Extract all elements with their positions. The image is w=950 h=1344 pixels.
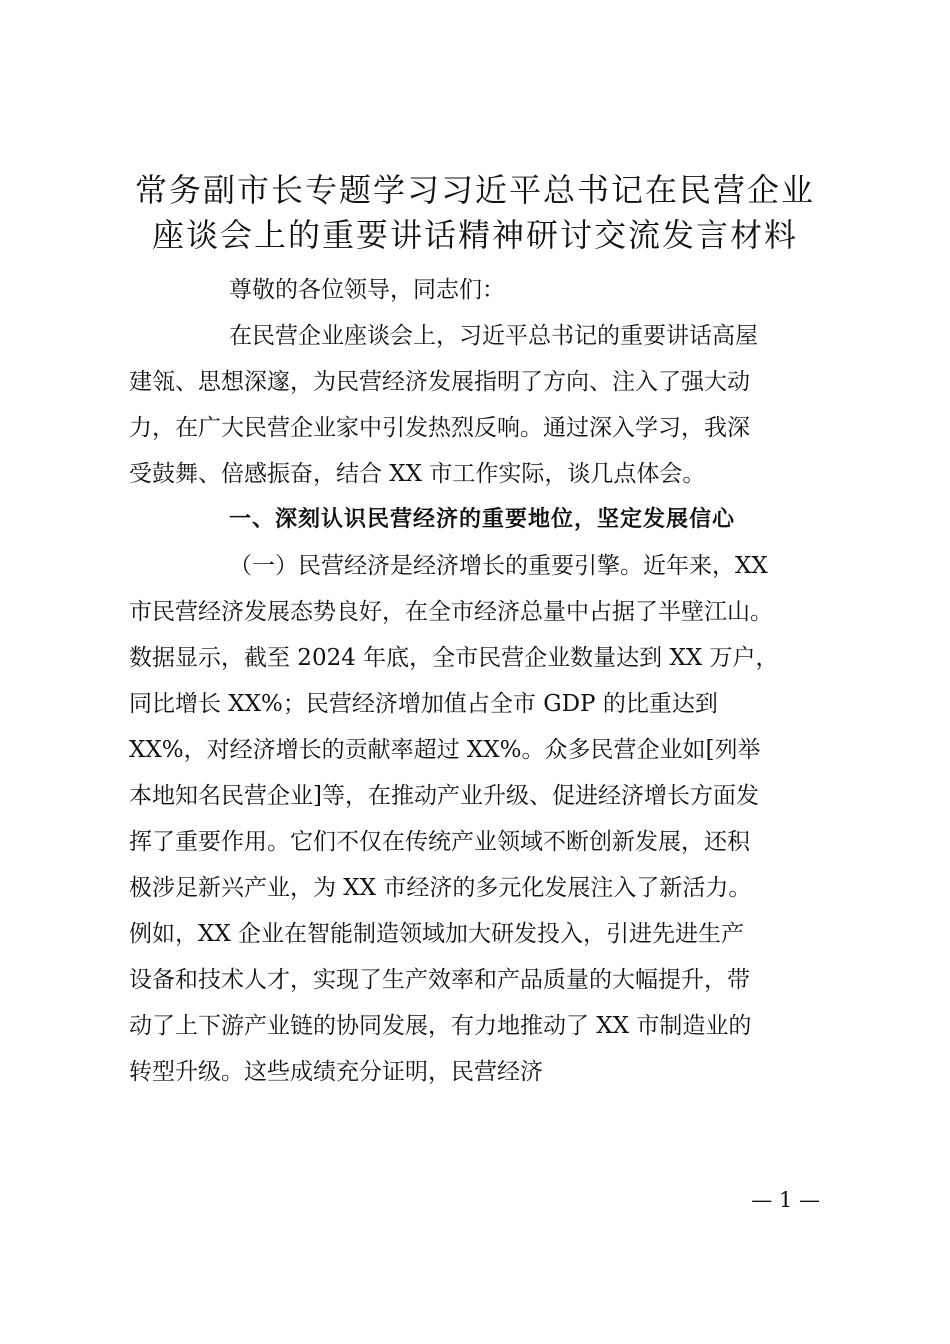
section-heading: 一、深刻认识民营经济的重要地位，坚定发展信心 (229, 507, 736, 532)
paragraph-line: 例如，XX 企业在智能制造领域加大研发投入，引进先进生产 (129, 921, 745, 947)
paragraph-line: 在民营企业座谈会上，习近平总书记的重要讲话高屋 (229, 323, 758, 349)
salutation: 尊敬的各位领导，同志们： (229, 277, 505, 303)
paragraph-line: 市民营经济发展态势良好，在全市经济总量中占据了半壁江山。 (129, 599, 773, 625)
paragraph-line: （一）民营经济是经济增长的重要引擎。近年来，XX (229, 553, 768, 579)
title-line: 常务副市长专题学习习近平总书记在民营企业 (134, 171, 815, 209)
paragraph-line: 挥了重要作用。它们不仅在传统产业领域不断创新发展，还积 (129, 829, 750, 855)
paragraph-line: 同比增长 XX%；民营经济增加值占全市 GDP 的比重达到 (129, 691, 718, 717)
intro-paragraph (129, 313, 829, 497)
title-line: 座谈会上的重要讲话精神研讨交流发言材料 (151, 216, 798, 254)
paragraph-line: 本地知名民营企业]等，在推动产业升级、促进经济增长方面发 (129, 783, 759, 809)
paragraph-line: 动了上下游产业链的协同发展，有力地推动了 XX 市制造业的 (129, 1013, 752, 1039)
paragraph-line: 受鼓舞、倍感振奋，结合 XX 市工作实际，谈几点体会。 (129, 461, 706, 487)
paragraph-line: 转型升级。这些成绩充分证明，民营经济 (129, 1059, 543, 1085)
paragraph-line: 力，在广大民营企业家中引发热烈反响。通过深入学习，我深 (129, 415, 750, 441)
document-title (100, 168, 850, 258)
paragraph-line: 设备和技术人才，实现了生产效率和产品质量的大幅提升，带 (129, 967, 750, 993)
paragraph-line: XX%，对经济增长的贡献率超过 XX%。众多民营企业如[列举 (129, 737, 761, 763)
paragraph-line: 数据显示，截至 2024 年底，全市民营企业数量达到 XX 万户， (129, 645, 779, 671)
paragraph-line: 建瓴、思想深邃，为民营经济发展指明了方向、注入了强大动 (129, 369, 750, 395)
subsection-paragraph (129, 543, 829, 1095)
document-body (129, 267, 829, 1095)
page-number: — 1 — (751, 1188, 820, 1212)
paragraph-line: 极涉足新兴产业，为 XX 市经济的多元化发展注入了新活力。 (129, 875, 752, 901)
